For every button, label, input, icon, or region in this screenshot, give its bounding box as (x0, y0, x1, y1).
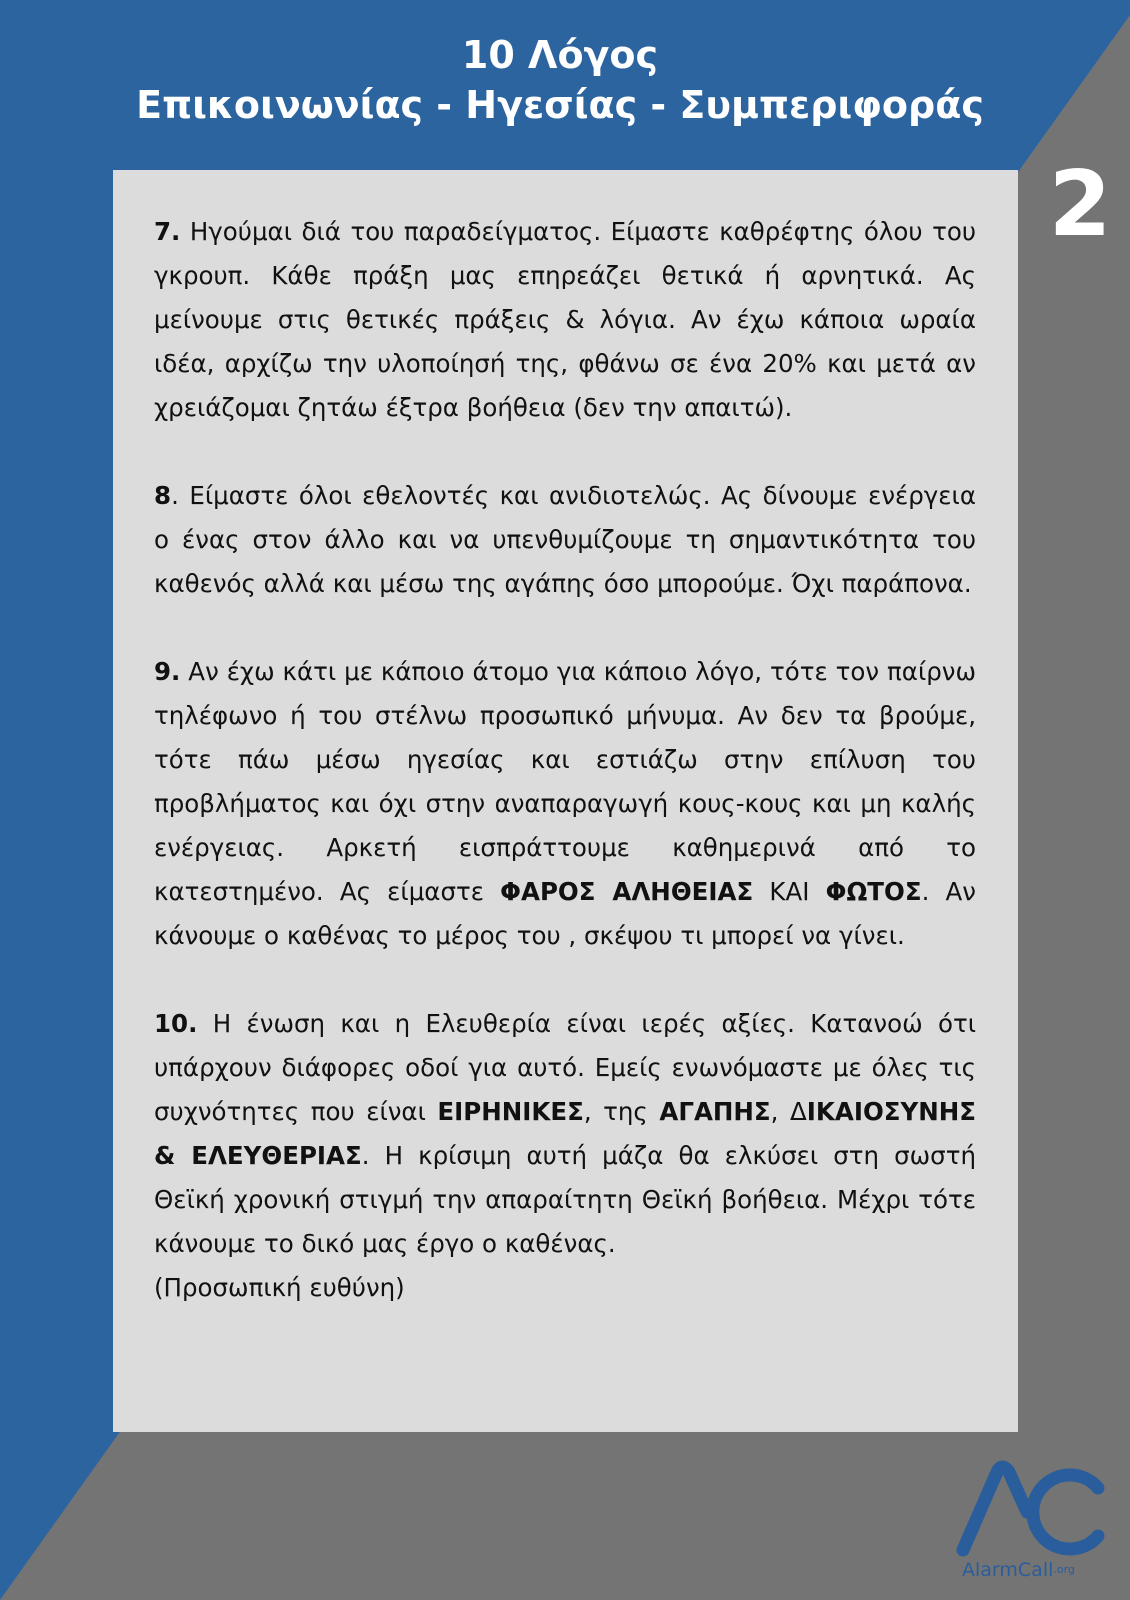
paragraph-10-note: (Προσωπική ευθύνη) (154, 1273, 405, 1302)
paragraph-7 (154, 210, 976, 430)
paragraph-10-number: 10. (154, 1009, 198, 1038)
paragraph-9-text-a: Αν έχω κάτι με κάποιο άτομο για κάποιο λόγο, τότε τον παίρνω τηλέφωνο ή του στέλνω προσωπικό μήνυμα. Αν δεν τα βρούμε, τότε πάω μέσω ηγεσίας και εστιάζω στην επίλυση του προβλήματος και όχι στην αναπαραγωγή κους-κους και μη καλής ενέργειας. Αρκετή εισπράττουμε καθημερινά από το κατεστημένο. Ας είμαστε (154, 657, 976, 906)
paragraph-10-text-b: , της (583, 1097, 660, 1126)
logo-wordmark (962, 1558, 1075, 1582)
paragraph-9-bold-2: ΦΩΤΟΣ (825, 877, 922, 906)
logo-wordmark-name: AlarmCall (962, 1559, 1054, 1581)
paragraph-10-bold-1: ΕΙΡΗΝΙΚΕΣ (437, 1097, 584, 1126)
paragraph-8-number: 8 (154, 481, 172, 510)
paragraph-8-text: . Είμαστε όλοι εθελοντές και ανιδιοτελώς. Ας δίνουμε ενέργεια ο ένας στον άλλο και να υπενθυμίζουμε τη σημαντικότητα του καθενός αλλά και μέσω της αγάπης όσο μπορούμε. Όχι παράπονα. (154, 481, 976, 598)
paragraph-10-text-a: Η ένωση και η Ελευθερία είναι ιερές αξίες. Κατανοώ ότι υπάρχουν διάφορες οδοί για αυτό. Εμείς ενωνόμαστε με όλες τις συχνότητες που είναι (154, 1009, 976, 1126)
paragraph-10-text-c: , Δ (770, 1097, 807, 1126)
logo-wordmark-tld: .org (1053, 1563, 1075, 1576)
paragraph-9-text-b: ΚΑΙ (753, 877, 826, 906)
paragraph-8 (154, 474, 976, 606)
paragraph-10-text-d: . Η κρίσιμη αυτή μάζα θα ελκύσει στη σωστή Θεϊκή χρονική στιγμή την απαραίτητη Θεϊκή βοήθεια. Μέχρι τότε κάνουμε το δικό μας έργο ο καθένας. (154, 1141, 976, 1258)
page-title-line-2: Επικοινωνίας - Ηγεσίας - Συμπεριφοράς (136, 83, 984, 127)
paragraph-10 (154, 1002, 976, 1310)
paragraph-7-text: Ηγούμαι διά του παραδείγματος. Είμαστε καθρέφτης όλου του γκρουπ. Κάθε πράξη μας επηρεάζει θετικά ή αρνητικά. Ας μείνουμε στις θετικές πράξεις & λόγια. Αν έχω κάποια ωραία ιδέα, αρχίζω την υλοποίησή της, φθάνω σε ένα 20% και μετά αν χρειάζομαι ζητάω έξτρα βοήθεια (δεν την απαιτώ). (154, 217, 976, 422)
paragraph-9-text-c: . Αν κάνουμε ο καθένας το μέρος του , σκέψου τι μπορεί να γίνει. (154, 877, 976, 950)
paragraph-9-number: 9. (154, 657, 181, 686)
page-title-line-1: 10 Λόγος (461, 33, 659, 77)
paragraph-10-bold-2: ΑΓΑΠΗΣ (659, 1097, 771, 1126)
paragraph-7-number: 7. (154, 217, 181, 246)
page-number: 2 (1048, 152, 1112, 257)
logo-letter-c (1033, 1475, 1098, 1549)
content-card (113, 170, 1018, 1432)
paragraph-9-bold-1: ΦΑΡΟΣ ΑΛΗΘΕΙΑΣ (500, 877, 754, 906)
paragraph-9 (154, 650, 976, 958)
logo-letter-a (963, 1467, 1027, 1550)
paragraph-10-bold-3: ΙΚΑΙΟΣΥΝΗΣ & ΕΛΕΥΘΕΡΙΑΣ (154, 1097, 976, 1170)
page-title (0, 30, 1120, 130)
